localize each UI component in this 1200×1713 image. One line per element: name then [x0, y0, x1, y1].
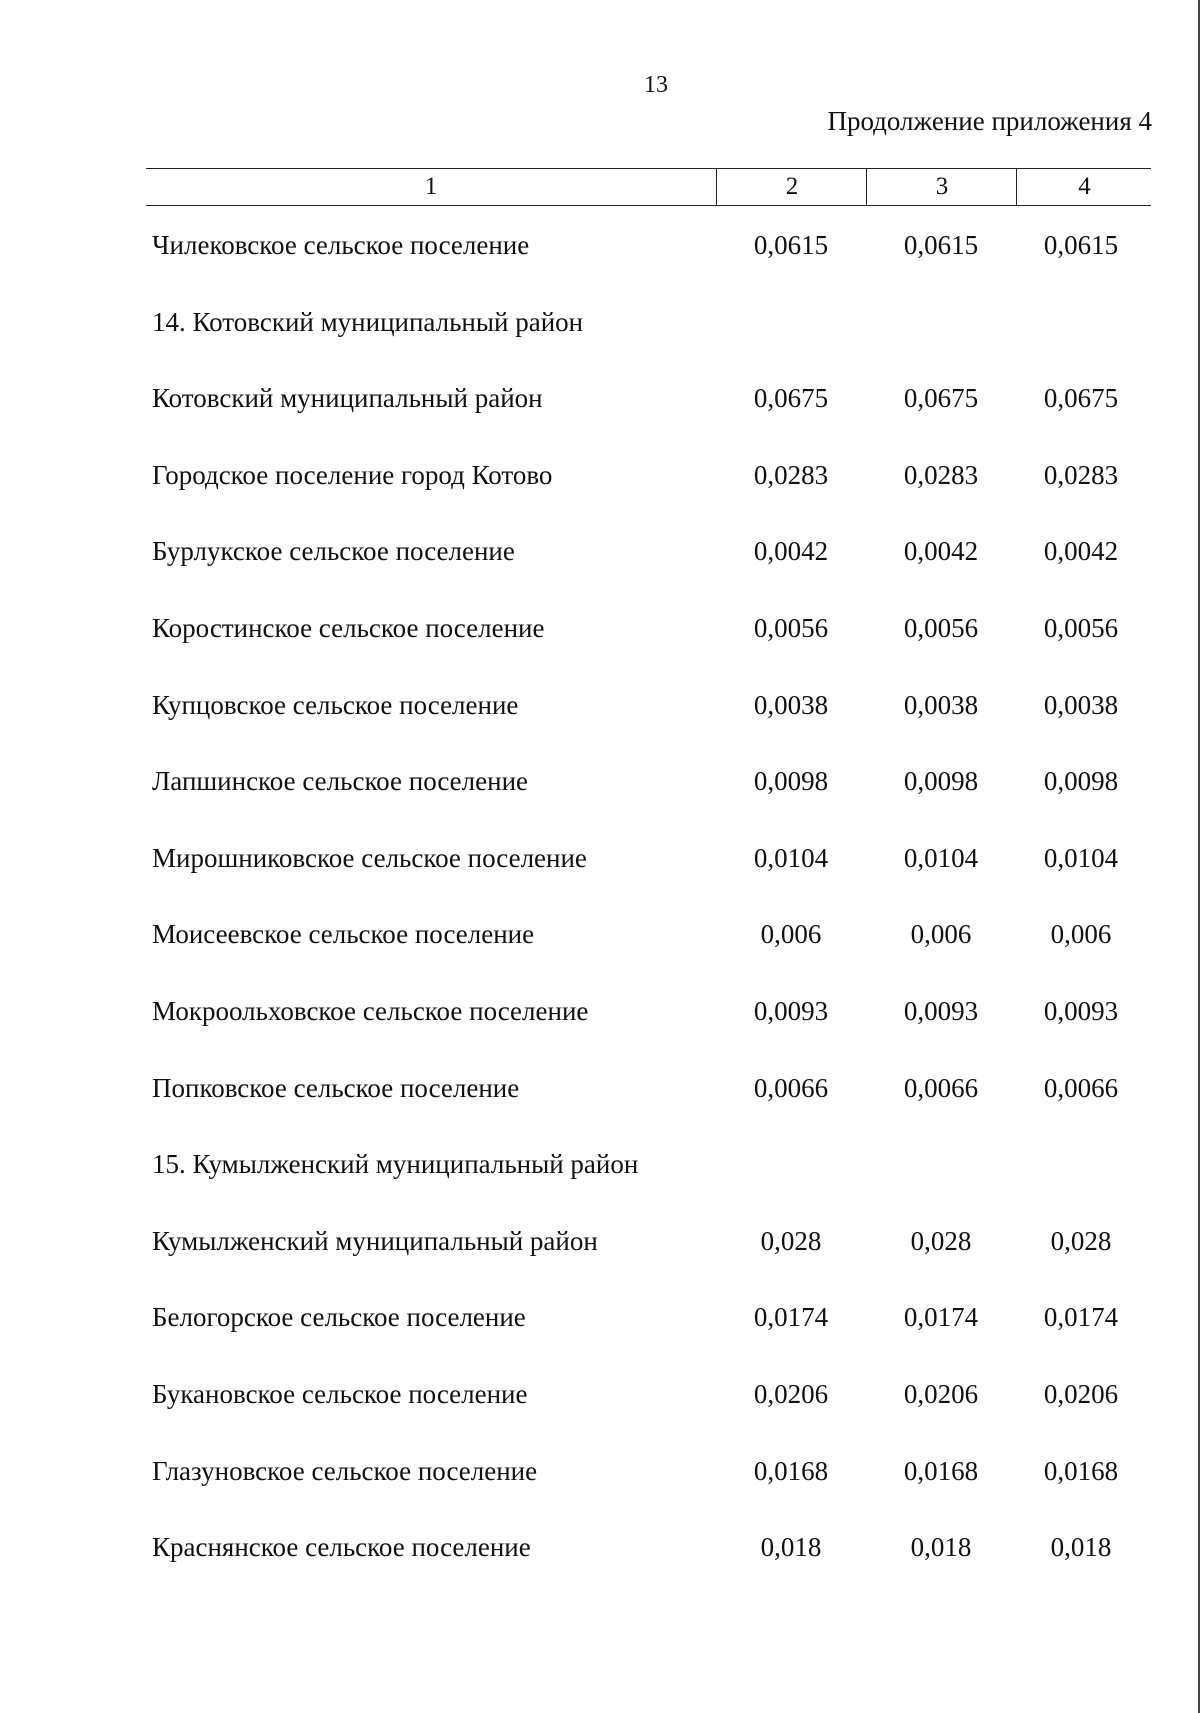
- table-row: [146, 982, 1151, 1059]
- row-name: Купцовское сельское поселение: [152, 689, 519, 720]
- table-row: [146, 1518, 1151, 1595]
- row-value-col-4: 0,0675: [1043, 383, 1119, 414]
- row-value-col-4: 0,0104: [1043, 842, 1119, 873]
- row-value-col-4: 0,0615: [1043, 230, 1119, 260]
- table-row: [146, 1212, 1151, 1289]
- table-row: [146, 369, 1151, 446]
- row-value-col-4: 0,0168: [1043, 1455, 1119, 1486]
- row-value-col-2: 0,0168: [753, 1455, 829, 1486]
- row-value-col-2: 0,018: [760, 1532, 822, 1563]
- row-value-col-2: 0,028: [760, 1225, 822, 1256]
- row-value-col-4: 0,0042: [1043, 536, 1119, 567]
- row-value-col-3: 0,018: [910, 1532, 972, 1563]
- row-value-col-2: 0,0038: [753, 689, 829, 720]
- row-value-col-4: 0,0038: [1043, 689, 1119, 720]
- row-value-col-4: 0,0283: [1043, 459, 1119, 490]
- row-name: Моисеевское сельское поселение: [152, 919, 535, 950]
- row-value-col-3: 0,0056: [903, 612, 979, 643]
- row-value-col-4: 0,0206: [1043, 1378, 1119, 1409]
- table-row: [146, 216, 1151, 293]
- row-value-col-3: 0,0168: [903, 1455, 979, 1486]
- row-name: Белогорское сельское поселение: [152, 1302, 526, 1333]
- row-value-col-2: 0,006: [760, 919, 822, 950]
- table-row: [146, 1365, 1151, 1442]
- row-value-col-4: 0,0174: [1043, 1302, 1119, 1333]
- row-value-col-4: 0,0056: [1043, 612, 1119, 643]
- table-row: [146, 1059, 1151, 1136]
- row-value-col-4: 0,0093: [1043, 995, 1119, 1026]
- table-row: [146, 829, 1151, 906]
- row-value-col-2: 0,0056: [753, 612, 829, 643]
- row-value-col-2: 0,0042: [753, 536, 829, 567]
- row-name: Краснянское сельское поселение: [152, 1532, 531, 1563]
- row-value-col-3: 0,0104: [903, 842, 979, 873]
- table-header: [146, 168, 1151, 206]
- row-name: Мирошниковское сельское поселение: [152, 842, 587, 873]
- row-value-col-3: 0,0042: [903, 536, 979, 567]
- header-col-1: 1: [424, 173, 438, 200]
- row-value-col-3: 0,0675: [903, 383, 979, 414]
- row-name: Попковское сельское поселение: [152, 1072, 520, 1103]
- row-name: Городское поселение город Котово: [152, 459, 553, 490]
- row-value-col-2: 0,0093: [753, 995, 829, 1026]
- row-value-col-4: 0,018: [1050, 1532, 1112, 1563]
- row-value-col-4: 0,0098: [1043, 766, 1119, 797]
- row-value-col-4: 0,028: [1050, 1225, 1112, 1256]
- header-col-3: 3: [866, 169, 1017, 205]
- row-value-col-3: 0,0615: [903, 230, 979, 260]
- page-number: 13: [644, 72, 668, 98]
- table-row: [146, 905, 1151, 982]
- row-value-col-3: 0,0206: [903, 1378, 979, 1409]
- row-value-col-3: 0,0038: [903, 689, 979, 720]
- table-row: [146, 1442, 1151, 1519]
- continuation-label: Продолжение приложения 4: [827, 106, 1152, 136]
- table-row: [146, 752, 1151, 829]
- row-name: Глазуновское сельское поселение: [152, 1455, 538, 1486]
- row-value-col-3: 0,0283: [903, 459, 979, 490]
- row-value-col-2: 0,0066: [753, 1072, 829, 1103]
- section-heading: 14. Котовский муниципальный район: [152, 306, 584, 337]
- row-name: Коростинское сельское поселение: [152, 612, 545, 643]
- row-name: Мокроольховское сельское поселение: [152, 995, 589, 1026]
- table-row-section: [146, 293, 1151, 370]
- row-value-col-4: 0,0066: [1043, 1072, 1119, 1103]
- table-row: [146, 446, 1151, 523]
- row-value-col-3: 0,028: [910, 1225, 972, 1256]
- row-value-col-3: 0,006: [910, 919, 972, 950]
- row-value-col-2: 0,0104: [753, 842, 829, 873]
- row-value-col-2: 0,0615: [753, 230, 829, 260]
- section-heading: 15. Кумылженский муниципальный район: [152, 1149, 639, 1180]
- table-row: [146, 599, 1151, 676]
- table-row-section: [146, 1135, 1151, 1212]
- row-value-col-3: 0,0174: [903, 1302, 979, 1333]
- row-name: Лапшинское сельское поселение: [152, 766, 529, 797]
- row-value-col-2: 0,0174: [753, 1302, 829, 1333]
- row-name: Чилековское сельское поселение: [152, 230, 530, 260]
- row-value-col-2: 0,0098: [753, 766, 829, 797]
- row-name: Бурлукское сельское поселение: [152, 536, 515, 567]
- header-col-2: 2: [716, 169, 867, 205]
- row-value-col-4: 0,006: [1050, 919, 1112, 950]
- row-value-col-3: 0,0098: [903, 766, 979, 797]
- table-row: [146, 676, 1151, 753]
- row-value-col-2: 0,0206: [753, 1378, 829, 1409]
- table-row: [146, 1288, 1151, 1365]
- header-col-4: 4: [1016, 169, 1152, 205]
- row-name: Кумылженский муниципальный район: [152, 1225, 598, 1256]
- row-value-col-3: 0,0093: [903, 995, 979, 1026]
- row-name: Котовский муниципальный район: [152, 383, 543, 414]
- row-value-col-2: 0,0283: [753, 459, 829, 490]
- row-value-col-3: 0,0066: [903, 1072, 979, 1103]
- row-value-col-2: 0,0675: [753, 383, 829, 414]
- table-row: [146, 522, 1151, 599]
- row-name: Букановское сельское поселение: [152, 1378, 528, 1409]
- table-body: [146, 216, 1151, 1595]
